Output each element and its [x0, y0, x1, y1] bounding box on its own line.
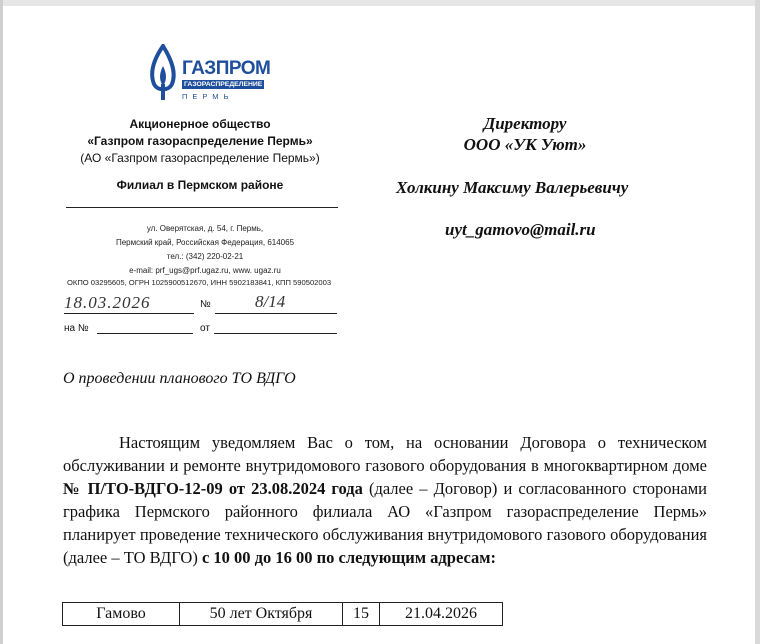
body-part1: Настоящим уведомляем Вас о том, на основании Договора о техническом обслуживании и ремонте внутридомового газового оборудования в многоквартирном доме: [63, 433, 707, 475]
body-part2: (далее – Договор) и согласованного сторонами графика Пермского районного филиала АО «Газпром газораспределение Пермь» планирует проведение технического обслуживания внутридомового газового оборудования (далее – ТО ВДГО): [63, 479, 707, 567]
handwritten-date: 18.03.2026: [64, 293, 151, 312]
ref-label-na: на №: [64, 323, 89, 334]
recipient-email: uyt_gamovo@mail.ru: [445, 220, 596, 239]
recipient-name: Холкину Максиму Валерьевичу: [396, 178, 629, 197]
ref-label-ot: от: [200, 323, 210, 334]
cell-date: 21.04.2026: [380, 603, 503, 626]
cell-house: 15: [343, 603, 380, 626]
letter-subject: О проведении планового ТО ВДГО: [63, 370, 296, 387]
table-row: [63, 603, 503, 626]
ref-date-line: [214, 333, 337, 334]
logo-wordmark: ГАЗПРОМ: [182, 58, 271, 79]
schedule-table: [62, 602, 503, 626]
header-divider: [66, 207, 338, 208]
recipient-company: ООО «УК Уют»: [463, 135, 587, 154]
number-underline: [215, 313, 337, 314]
page-left-edge: [0, 0, 3, 644]
page-right-edge: [755, 0, 760, 644]
date-underline: [64, 313, 194, 314]
cell-street: 50 лет Октября: [180, 603, 343, 626]
logo-city: ПЕРМЬ: [182, 92, 234, 101]
company-logo: [146, 44, 271, 102]
letter-body: [63, 431, 707, 569]
sender-address-line1: ул. Оверятская, д. 54, г. Пермь,: [146, 224, 264, 233]
logo-subtitle: ГАЗОРАСПРЕДЕЛЕНИЕ: [184, 81, 263, 88]
page-top-edge: [0, 0, 760, 6]
sender-address-line2: Пермский край, Российская Федерация, 614065: [115, 238, 295, 247]
recipient-position: Директору: [483, 114, 567, 133]
ref-number-line: [97, 333, 193, 334]
sender-org-short: (АО «Газпром газораспределение Пермь»): [80, 151, 320, 165]
cell-settlement: Гамово: [63, 603, 180, 626]
flame-icon: [146, 44, 180, 102]
handwritten-number: 8/14: [255, 292, 286, 311]
sender-email: e-mail: prf_ugs@prf.ugaz.ru, www. ugaz.ru: [129, 266, 281, 275]
number-sign: №: [200, 299, 211, 310]
time-window: с 10 00 до 16 00 по следующим адресам:: [201, 548, 496, 567]
sender-requisites: ОКПО 03295605, ОГРН 1025900512670, ИНН 5902183841, КПП 590502003: [67, 278, 332, 287]
sender-org-line2: «Газпром газораспределение Пермь»: [87, 134, 313, 148]
sender-branch: Филиал в Пермском районе: [116, 178, 284, 192]
sender-phone: тел.: (342) 220-02-21: [166, 252, 244, 261]
sender-org-line1: Акционерное общество: [129, 117, 271, 131]
contract-reference: № П/ТО-ВДГО-12-09 от 23.08.2024 года: [63, 479, 363, 498]
